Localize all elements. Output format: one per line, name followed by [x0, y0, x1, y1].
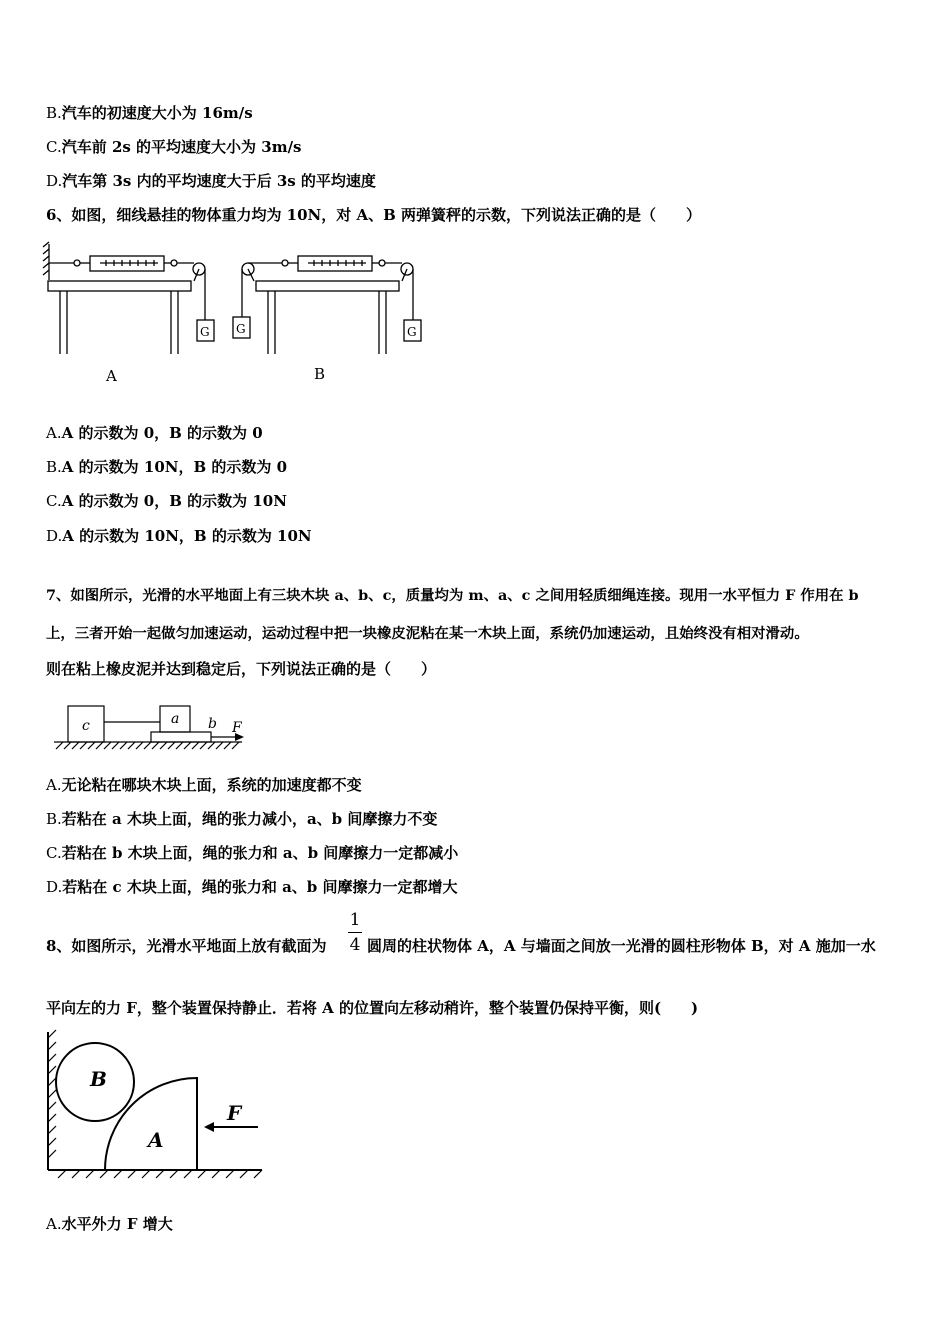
fraction-numerator: 1 [349, 910, 361, 930]
fraction-bar [348, 932, 362, 933]
option-letter: A. [46, 1215, 62, 1233]
option-letter: B. [46, 810, 62, 828]
fraction-denominator: 4 [349, 935, 361, 955]
block-b [151, 732, 211, 742]
q8-stem-line-1a: 8、如图所示，光滑水平地面上放有截面为 [46, 937, 327, 955]
label-b: B [90, 1067, 107, 1091]
q5-option-c [46, 136, 302, 157]
figure-label-b: B [314, 365, 326, 383]
label-a: a [171, 711, 180, 727]
q6-option-a [46, 422, 263, 443]
q6-option-c [46, 490, 287, 511]
label-f: F [232, 720, 242, 736]
q8-fraction [348, 910, 362, 955]
q7-stem-line-1: 7、如图所示，光滑的水平地面上有三块木块 a、b、c，质量均为 m、a、c 之间用轻质细绳连接。现用一水平恒力 F 作用在 b [46, 587, 859, 604]
q6-stem: 6、如图，细线悬挂的物体重力均为 10N，对 A、B 两弹簧秤的示数，下列说法正确的是（ ） [46, 206, 702, 224]
q7-option-c [46, 842, 458, 863]
figure-label-a: A [106, 367, 117, 385]
option-text: 无论粘在哪块木块上面，系统的加速度都不变 [61, 776, 362, 794]
q7-option-a [46, 774, 362, 795]
option-text: A 的示数为 0，B 的示数为 0 [61, 424, 263, 442]
q8-option-a [46, 1213, 173, 1234]
option-text: A 的示数为 10N，B 的示数为 0 [61, 458, 288, 476]
option-letter: C. [46, 138, 62, 156]
option-text: 水平外力 F 增大 [61, 1215, 173, 1233]
weight-b-right-label: G [407, 325, 417, 339]
option-letter: A. [46, 776, 62, 794]
q5-option-b [46, 102, 253, 123]
label-f: F [227, 1101, 242, 1125]
q6-option-b [46, 456, 287, 477]
weight-a-label: G [200, 325, 210, 339]
label-b: b [208, 716, 217, 732]
q6-spring-scale-figure [40, 232, 440, 392]
q5-option-d [46, 170, 376, 191]
option-text: 若粘在 c 木块上面，绳的张力和 a、b 间摩擦力一定都增大 [62, 878, 458, 896]
option-letter: D. [46, 527, 63, 545]
option-letter: D. [46, 172, 63, 190]
option-text: 汽车前 2s 的平均速度大小为 3m/s [61, 138, 302, 156]
label-a: A [148, 1128, 164, 1152]
q7-option-d [46, 876, 458, 897]
q8-cylinder-figure [44, 1028, 266, 1186]
weight-b-left-label: G [236, 322, 246, 336]
option-letter: A. [46, 424, 62, 442]
q7-stem-line-3: 则在粘上橡皮泥并达到稳定后，下列说法正确的是（ ） [46, 660, 437, 678]
option-letter: C. [46, 492, 62, 510]
q8-stem-line-2: 平向左的力 F，整个装置保持静止．若将 A 的位置向左移动稍许，整个装置仍保持平衡，则( ) [46, 999, 699, 1017]
table-a [48, 281, 191, 291]
option-letter: B. [46, 458, 62, 476]
option-text: 若粘在 a 木块上面，绳的张力减小，a、b 间摩擦力不变 [61, 810, 438, 828]
q7-blocks-figure [50, 700, 260, 756]
option-text: A 的示数为 0，B 的示数为 10N [61, 492, 287, 510]
option-text: 汽车第 3s 内的平均速度大于后 3s 的平均速度 [62, 172, 376, 190]
label-c: c [82, 718, 90, 734]
q7-option-b [46, 808, 437, 829]
option-text: 汽车的初速度大小为 16m/s [61, 104, 253, 122]
option-text: 若粘在 b 木块上面，绳的张力和 a、b 间摩擦力一定都减小 [61, 844, 459, 862]
q6-option-d [46, 525, 312, 546]
option-text: A 的示数为 10N，B 的示数为 10N [62, 527, 312, 545]
option-letter: C. [46, 844, 62, 862]
option-letter: B. [46, 104, 62, 122]
option-letter: D. [46, 878, 63, 896]
table-b [256, 281, 399, 291]
q8-stem-line-1b: 圆周的柱状物体 A，A 与墙面之间放一光滑的圆柱形物体 B，对 A 施加一水 [367, 937, 876, 955]
quarter-cylinder-a [105, 1078, 197, 1170]
q7-stem-line-2: 上，三者开始一起做匀加速运动，运动过程中把一块橡皮泥粘在某一木块上面，系统仍加速运动，且始终没有相对滑动。 [46, 625, 809, 642]
